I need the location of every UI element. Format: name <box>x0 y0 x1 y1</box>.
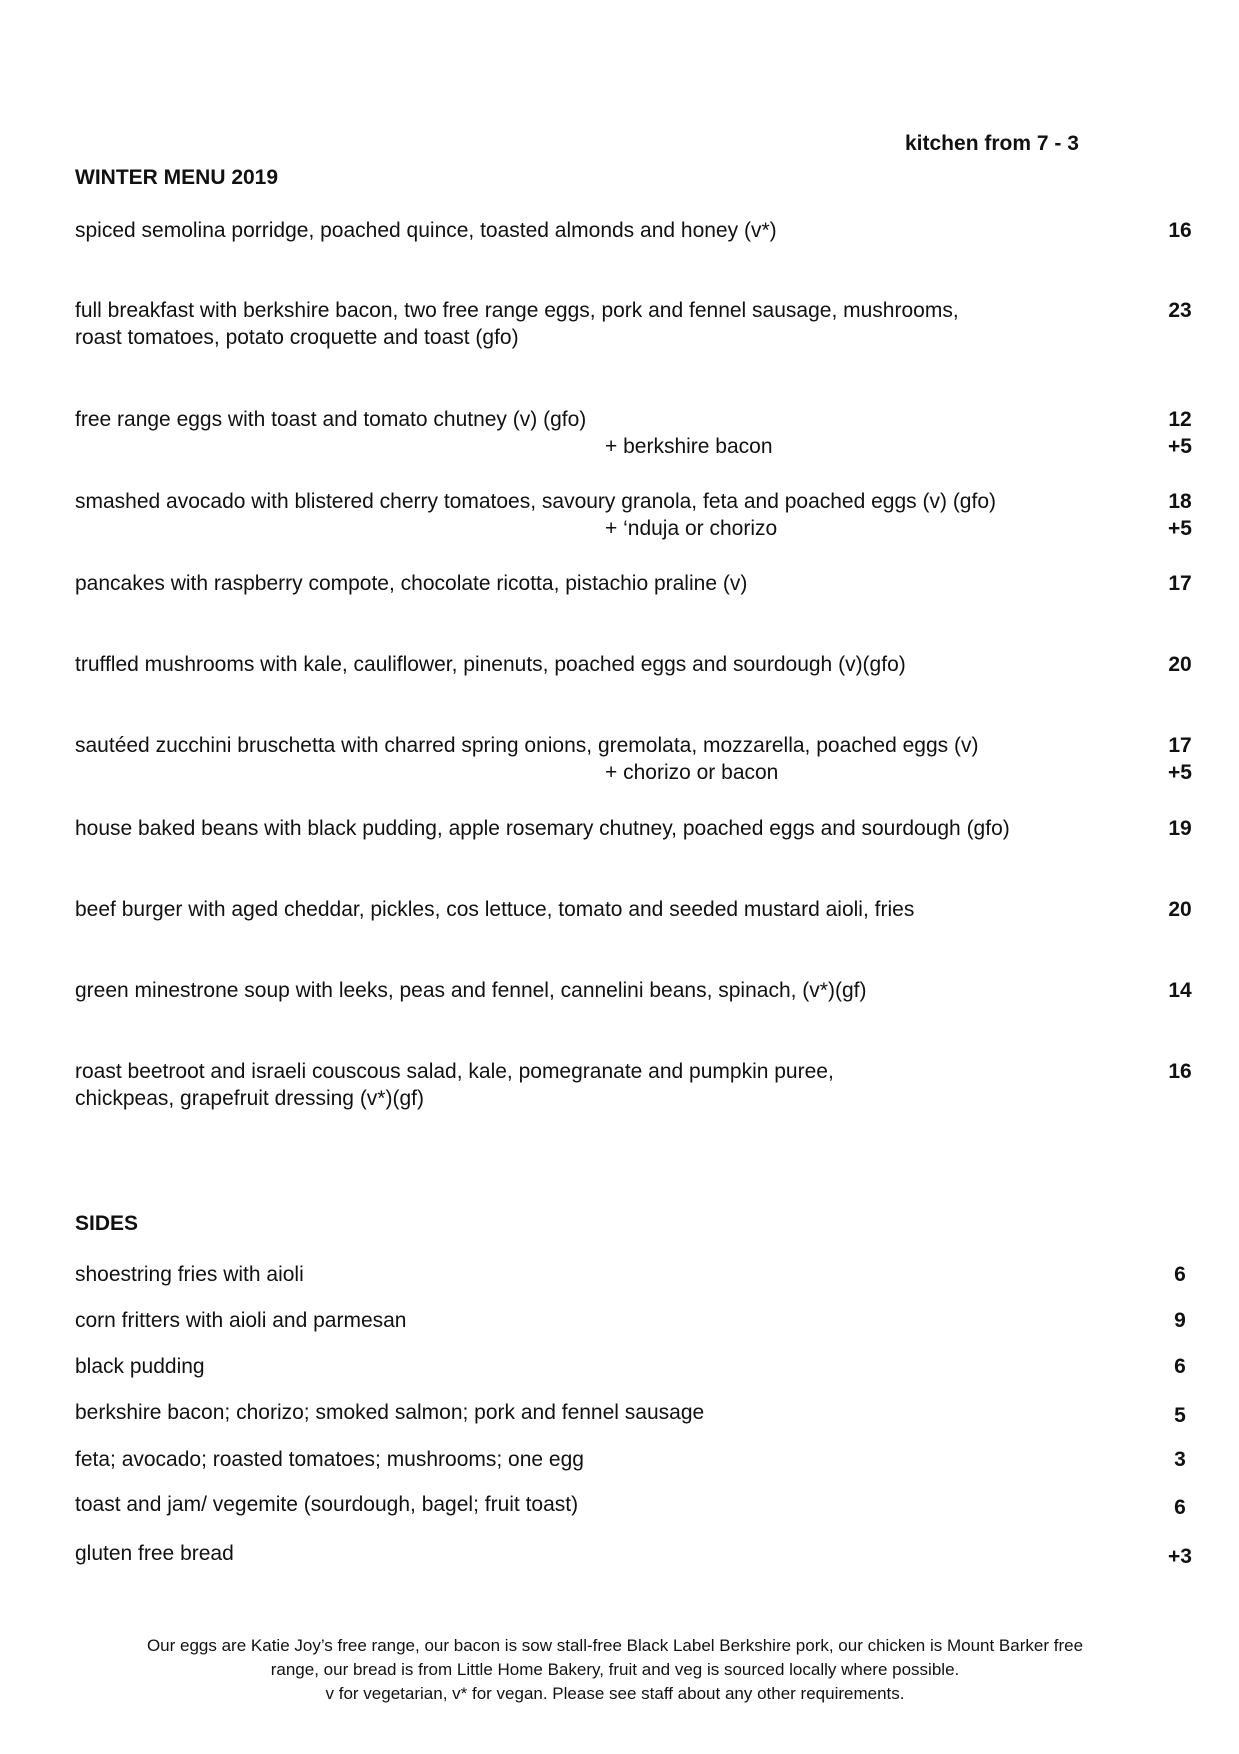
side-item-price: 9 <box>1174 1309 1186 1332</box>
menu-item-price: 17 <box>1168 734 1192 757</box>
menu-item-price: 17 <box>1168 572 1192 595</box>
menu-item-price: 14 <box>1168 979 1192 1002</box>
menu-title: WINTER MENU 2019 <box>75 166 279 189</box>
side-item-price: +3 <box>1168 1545 1192 1568</box>
sides-title: SIDES <box>75 1212 139 1235</box>
menu-item-price: 12 <box>1168 408 1192 431</box>
menu-item-addon-price: +5 <box>1168 761 1192 784</box>
side-item-price: 5 <box>1174 1404 1186 1427</box>
menu-item-description: full breakfast with berkshire bacon, two free range eggs, pork and fennel sausage, mushrooms, roast tomatoes, potato croquette and toast (gfo) <box>75 299 959 349</box>
menu-item-description: green minestrone soup with leeks, peas and fennel, cannelini beans, spinach, (v*)(gf) <box>75 979 867 1002</box>
side-item-description: gluten free bread <box>75 1542 234 1565</box>
footer-line: range, our bread is from Little Home Bakery, fruit and veg is sourced locally where possible. <box>270 1660 960 1679</box>
menu-item-description: sautéed zucchini bruschetta with charred spring onions, gremolata, mozzarella, poached eggs (v) <box>75 734 979 757</box>
menu-item-description: house baked beans with black pudding, apple rosemary chutney, poached eggs and sourdough (gfo) <box>75 817 1010 840</box>
menu-item-price: 20 <box>1168 898 1192 921</box>
menu-item-price: 18 <box>1168 490 1192 513</box>
side-item-description: toast and jam/ vegemite (sourdough, bagel; fruit toast) <box>75 1493 579 1516</box>
side-item-description: shoestring fries with aioli <box>75 1263 304 1286</box>
menu-item-description: smashed avocado with blistered cherry tomatoes, savoury granola, feta and poached eggs (v) (gfo) <box>75 490 996 513</box>
menu-item-price: 16 <box>1168 1060 1192 1083</box>
menu-item-price: 19 <box>1168 817 1192 840</box>
menu-item-addon-price: +5 <box>1168 517 1192 540</box>
side-item-description: black pudding <box>75 1355 205 1378</box>
menu-item-description: free range eggs with toast and tomato chutney (v) (gfo) <box>75 408 587 431</box>
menu-item-addon: + berkshire bacon <box>605 435 773 458</box>
menu-item-description: spiced semolina porridge, poached quince, toasted almonds and honey (v*) <box>75 219 777 242</box>
side-item-price: 6 <box>1174 1263 1186 1286</box>
menu-item-description: pancakes with raspberry compote, chocolate ricotta, pistachio praline (v) <box>75 572 748 595</box>
side-item-description: feta; avocado; roasted tomatoes; mushrooms; one egg <box>75 1448 584 1471</box>
menu-item-price: 23 <box>1168 299 1192 322</box>
menu-item-addon-price: +5 <box>1168 435 1192 458</box>
menu-item-description: beef burger with aged cheddar, pickles, cos lettuce, tomato and seeded mustard aioli, fries <box>75 898 915 921</box>
menu-item-price: 20 <box>1168 653 1192 676</box>
menu-item-description: roast beetroot and israeli couscous salad, kale, pomegranate and pumpkin puree, chickpeas, grapefruit dressing (v*)(gf) <box>75 1060 834 1110</box>
menu-item-description: truffled mushrooms with kale, cauliflower, pinenuts, poached eggs and sourdough (v)(gfo) <box>75 653 906 676</box>
side-item-description: corn fritters with aioli and parmesan <box>75 1309 407 1332</box>
side-item-price: 6 <box>1174 1496 1186 1519</box>
footer-note <box>60 1634 1170 1706</box>
side-item-price: 6 <box>1174 1355 1186 1378</box>
footer-line: Our eggs are Katie Joy’s free range, our bacon is sow stall-free Black Label Berkshire pork, our chicken is Mount Barker free <box>146 1636 1084 1655</box>
footer-line: v for vegetarian, v* for vegan. Please see staff about any other requirements. <box>325 1684 905 1703</box>
menu-item-addon: + chorizo or bacon <box>605 761 779 784</box>
side-item-price: 3 <box>1174 1448 1186 1471</box>
kitchen-hours: kitchen from 7 - 3 <box>905 132 1079 155</box>
menu-item-price: 16 <box>1168 219 1192 242</box>
menu-item-addon: + ‘nduja or chorizo <box>605 517 778 540</box>
side-item-description: berkshire bacon; chorizo; smoked salmon; pork and fennel sausage <box>75 1401 705 1424</box>
